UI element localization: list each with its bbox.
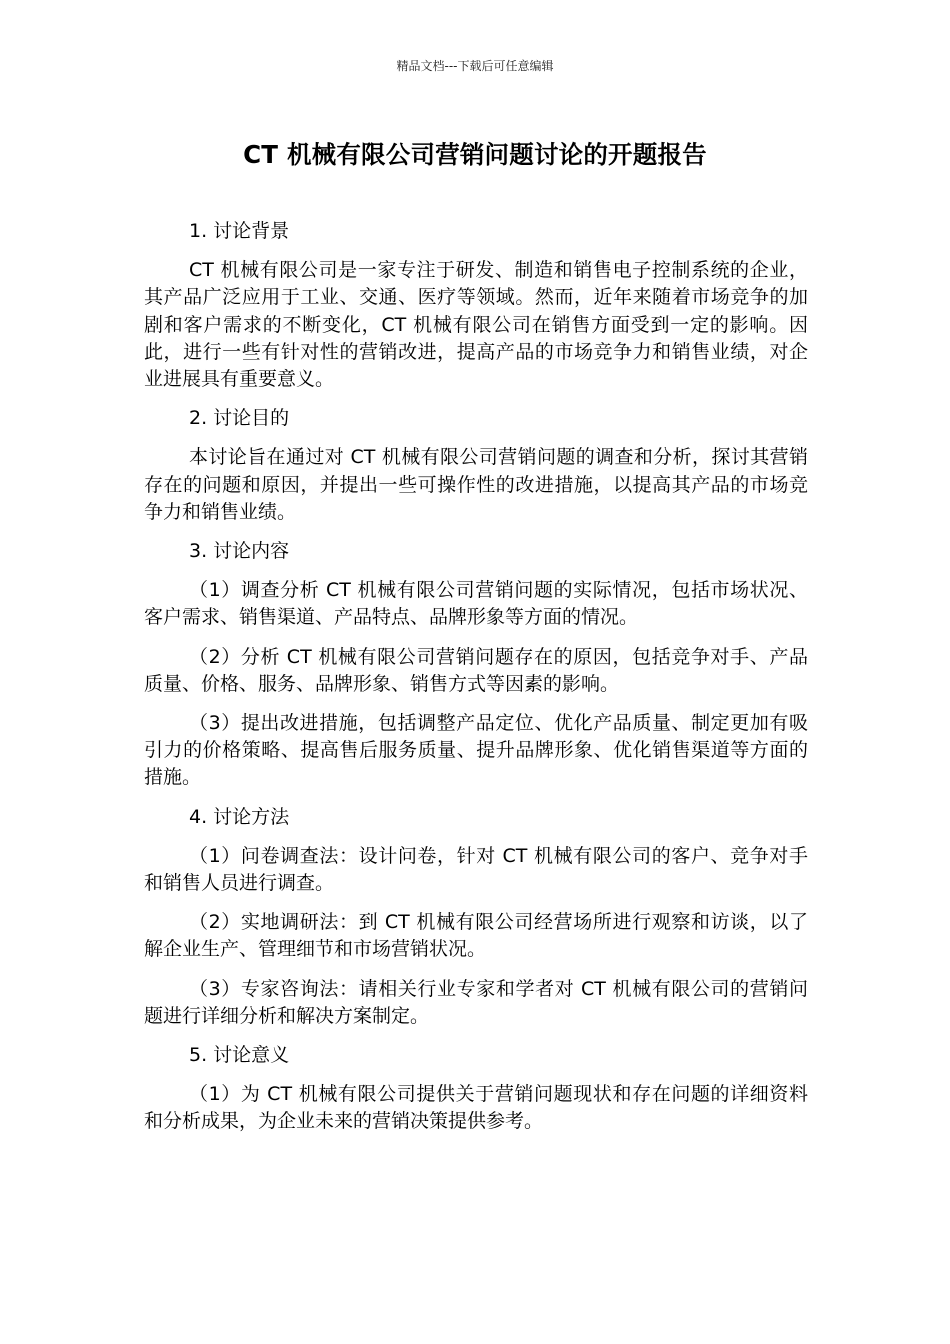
- list-item-content-2: （2）分析 CT 机械有限公司营销问题存在的原因，包括竞争对手、产品质量、价格、服务、品牌形象、销售方式等因素的影响。: [144, 645, 808, 695]
- list-item-significance-1: （1）为 CT 机械有限公司提供关于营销问题现状和存在问题的详细资料和分析成果，为企业未来的营销决策提供参考。: [144, 1083, 808, 1133]
- section-heading-background: 1. 讨论背景: [189, 220, 290, 242]
- list-item-method-2: （2）实地调研法：到 CT 机械有限公司经营场所进行观察和访谈，以了解企业生产、管理细节和市场营销状况。: [144, 911, 808, 961]
- section-heading-content: 3. 讨论内容: [189, 540, 290, 563]
- list-item-method-1: （1）问卷调查法：设计问卷，针对 CT 机械有限公司的客户、竞争对手和销售人员进行调查。: [144, 844, 808, 895]
- document-title: CT 机械有限公司营销问题讨论的开题报告: [243, 140, 707, 169]
- list-item-content-3: （3）提出改进措施，包括调整产品定位、优化产品质量、制定更加有吸引力的价格策略、提高售后服务质量、提升品牌形象、优化销售渠道等方面的措施。: [144, 712, 808, 789]
- list-item-method-3: （3）专家咨询法：请相关行业专家和学者对 CT 机械有限公司的营销问题进行详细分析和解决方案制定。: [144, 977, 808, 1027]
- paragraph-purpose: 本讨论旨在通过对 CT 机械有限公司营销问题的调查和分析，探讨其营销存在的问题和原因，并提出一些可操作性的改进措施，以提高其产品的市场竞争力和销售业绩。: [144, 446, 808, 523]
- section-heading-purpose: 2. 讨论目的: [189, 407, 290, 430]
- section-heading-methods: 4. 讨论方法: [189, 805, 290, 828]
- paragraph-background: CT 机械有限公司是一家专注于研发、制造和销售电子控制系统的企业，其产品广泛应用于工业、交通、医疗等领域。然而，近年来随着市场竞争的加剧和客户需求的不断变化，CT 机械有限公司在销售方面受到一定的影响。因此，进行一些有针对性的营销改进，提高产品的市场竞争力和销售业绩，对企业进展具有重要意义。: [144, 259, 808, 391]
- document-body: [144, 218, 808, 1148]
- list-item-content-1: （1）调查分析 CT 机械有限公司营销问题的实际情况，包括市场状况、客户需求、销售渠道、产品特点、品牌形象等方面的情况。: [144, 579, 808, 629]
- section-heading-significance: 5. 讨论意义: [189, 1044, 290, 1067]
- page-header: 精品文档---下载后可任意编辑: [396, 59, 554, 73]
